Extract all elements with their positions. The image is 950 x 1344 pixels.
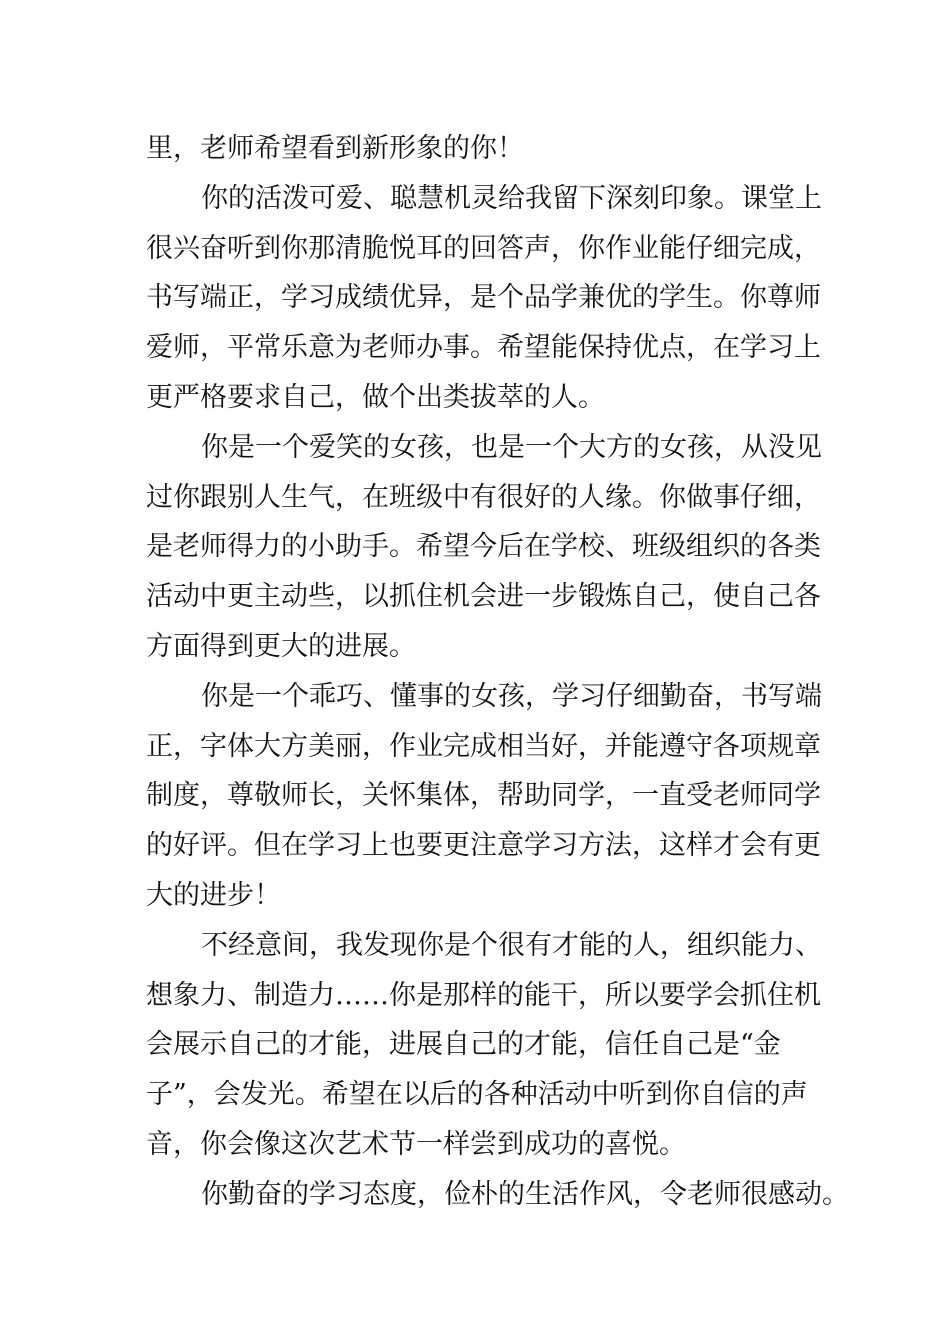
paragraph-first-line: 你勤奋的学习态度，俭朴的生活作风，令老师很感动。 — [201, 1178, 849, 1210]
text-line: 音，你会像这次艺术节一样尝到成功的喜悦。 — [146, 1128, 686, 1160]
text-line: 子”，会发光。希望在以后的各种活动中听到你自信的声 — [146, 1079, 808, 1111]
text-line: 的好评。但在学习上也要更注意学习方法，这样才会有更 — [146, 830, 821, 862]
text-line: 里，老师希望看到新形象的你！ — [146, 133, 524, 164]
text-line: 过你跟别人生气，在班级中有很好的人缘。你做事仔细， — [146, 481, 821, 513]
paragraph-first-line: 你是一个爱笑的女孩，也是一个大方的女孩，从没见 — [201, 431, 822, 463]
text-line: 是老师得力的小助手。希望今后在学校、班级组织的各类 — [146, 531, 821, 563]
text-line: 书写端正，学习成绩优异，是个品学兼优的学生。你尊师 — [146, 282, 821, 314]
text-line: 更严格要求自己，做个出类拔萃的人。 — [146, 381, 605, 413]
paragraph-first-line: 你是一个乖巧、懂事的女孩，学习仔细勤奋，书写端 — [201, 680, 822, 712]
text-line: 制度，尊敬师长，关怀集体，帮助同学，一直受老师同学 — [146, 780, 821, 812]
text-line: 大的进步！ — [146, 879, 281, 911]
paragraph-first-line: 你的活泼可爱、聪慧机灵给我留下深刻印象。课堂上 — [201, 182, 822, 214]
text-line: 方面得到更大的进展。 — [146, 630, 416, 662]
text-line: 很兴奋听到你那清脆悦耳的回答声，你作业能仔细完成， — [146, 232, 821, 264]
paragraph-first-line: 不经意间，我发现你是个很有才能的人，组织能力、 — [201, 929, 822, 961]
text-line: 想象力、制造力……你是那样的能干，所以要学会抓住机 — [146, 979, 821, 1011]
text-line: 活动中更主动些，以抓住机会进一步锻炼自己，使自己各 — [146, 581, 821, 613]
text-line: 正，字体大方美丽，作业完成相当好，并能遵守各项规章 — [146, 730, 821, 762]
text-line: 爱师，平常乐意为老师办事。希望能保持优点，在学习上 — [146, 332, 821, 364]
document-body — [146, 124, 849, 1220]
text-line: 会展示自己的才能，进展自己的才能，信任自己是“金 — [146, 1029, 781, 1061]
